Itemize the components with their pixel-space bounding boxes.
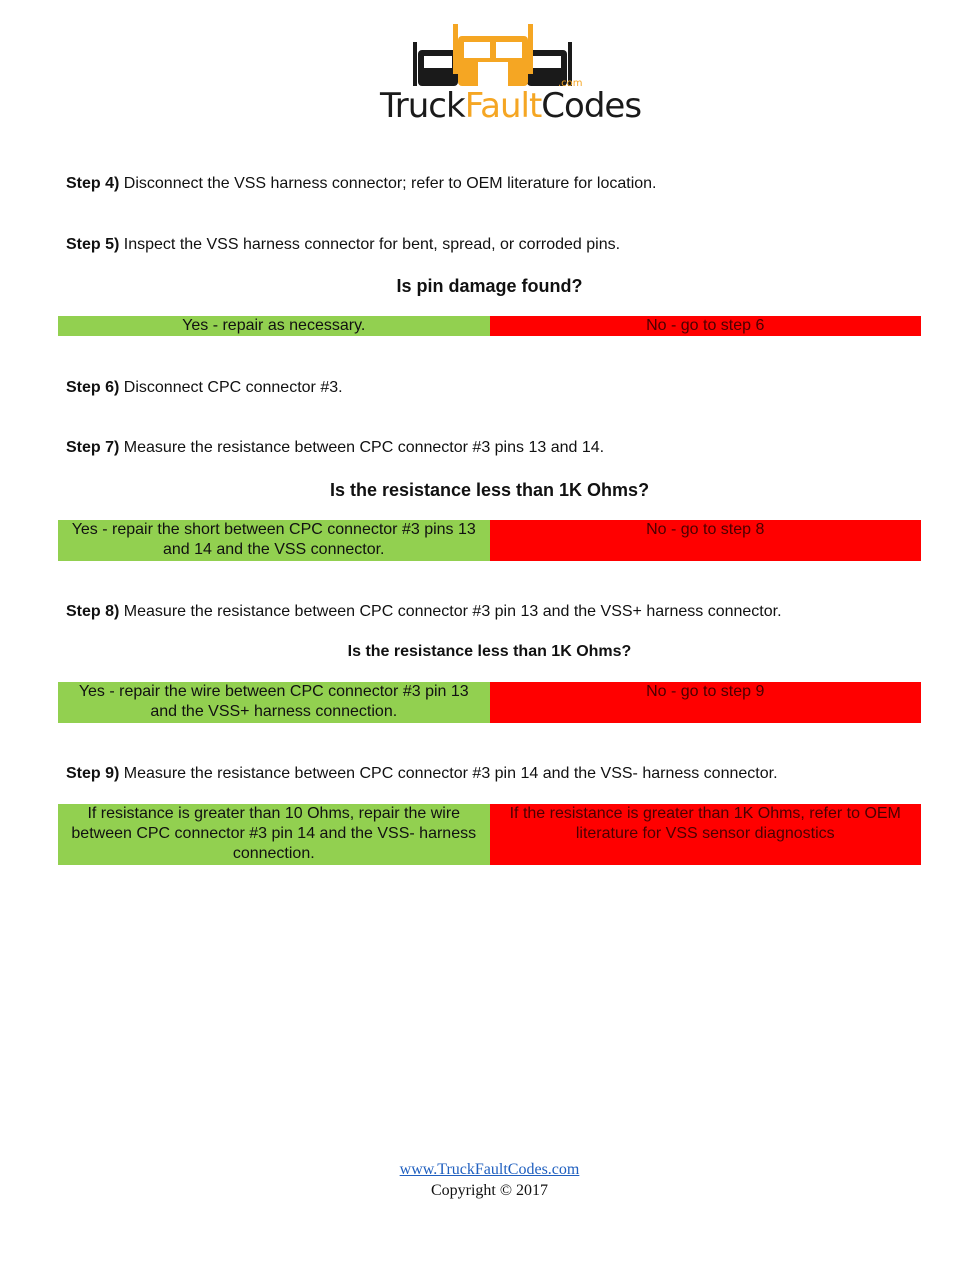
copyright: Copyright © 2017 bbox=[430, 1182, 549, 1199]
step-text: Measure the resistance between CPC connector #3 pin 14 and the VSS- harness connector. bbox=[119, 765, 778, 782]
question-pin-damage: Is pin damage found? bbox=[396, 276, 583, 296]
logo-wordmark: TruckFaultCodes bbox=[380, 86, 642, 126]
step-4 bbox=[66, 174, 656, 194]
step-text: Disconnect the VSS harness connector; refer to OEM literature for location. bbox=[119, 175, 657, 192]
step-label: Step 7) bbox=[66, 439, 120, 456]
step-label: Step 9) bbox=[66, 765, 120, 782]
outcome-row-2 bbox=[58, 520, 921, 561]
step-label: Step 6) bbox=[66, 379, 120, 396]
no-outcome: No - go to step 8 bbox=[490, 520, 922, 561]
step-6 bbox=[66, 378, 343, 398]
no-outcome: No - go to step 9 bbox=[490, 682, 922, 723]
no-outcome: If the resistance is greater than 1K Ohms, refer to OEM literature for VSS sensor diagnostics bbox=[490, 804, 922, 865]
outcome-row-1 bbox=[58, 316, 921, 336]
yes-outcome: Yes - repair the short between CPC connector #3 pins 13 and 14 and the VSS connector. bbox=[58, 520, 490, 561]
website-link[interactable]: www.TruckFaultCodes.com bbox=[399, 1161, 580, 1178]
step-8 bbox=[66, 602, 782, 622]
no-outcome: No - go to step 6 bbox=[490, 316, 922, 336]
step-label: Step 5) bbox=[66, 236, 120, 253]
step-9 bbox=[66, 764, 778, 784]
step-label: Step 8) bbox=[66, 603, 120, 620]
step-label: Step 4) bbox=[66, 175, 120, 192]
outcome-row-3 bbox=[58, 682, 921, 723]
yes-outcome: Yes - repair the wire between CPC connector #3 pin 13 and the VSS+ harness connection. bbox=[58, 682, 490, 723]
yes-outcome: Yes - repair as necessary. bbox=[58, 316, 490, 336]
step-text: Inspect the VSS harness connector for bent, spread, or corroded pins. bbox=[119, 236, 621, 253]
yes-outcome: If resistance is greater than 10 Ohms, repair the wire between CPC connector #3 pin 14 and the VSS- harness connection. bbox=[58, 804, 490, 865]
footer bbox=[0, 1161, 979, 1179]
step-text: Disconnect CPC connector #3. bbox=[119, 379, 343, 396]
logo-com: .com bbox=[558, 78, 583, 89]
step-5 bbox=[66, 235, 620, 255]
step-7 bbox=[66, 438, 604, 458]
question-resistance-1: Is the resistance less than 1K Ohms? bbox=[329, 480, 650, 500]
outcome-row-4 bbox=[58, 804, 921, 865]
step-text: Measure the resistance between CPC connector #3 pins 13 and 14. bbox=[119, 439, 605, 456]
step-text: Measure the resistance between CPC connector #3 pin 13 and the VSS+ harness connector. bbox=[119, 603, 782, 620]
question-resistance-2: Is the resistance less than 1K Ohms? bbox=[347, 643, 632, 660]
site-logo bbox=[380, 20, 642, 130]
